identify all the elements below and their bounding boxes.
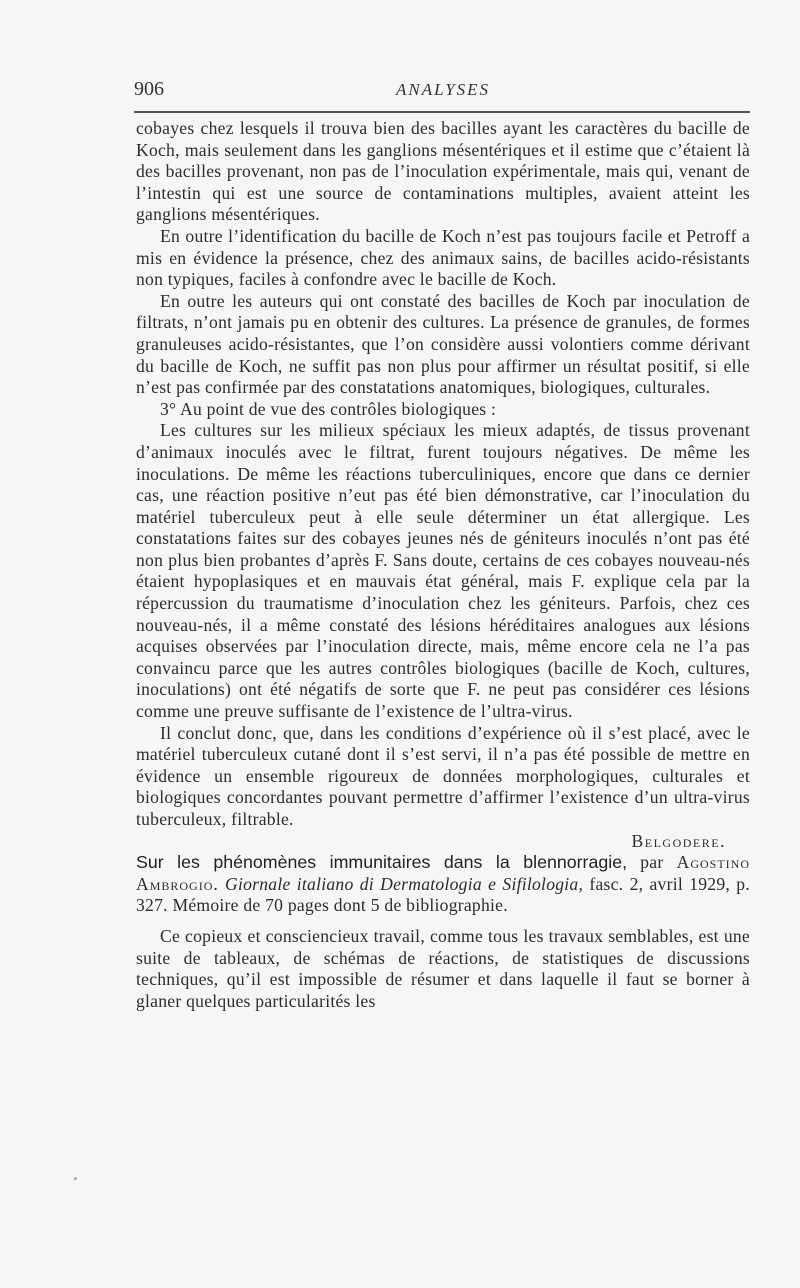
running-title: ANALYSES <box>395 80 491 99</box>
article-by: par <box>640 852 664 873</box>
paragraph: Les cultures sur les milieux spéciaux les mieux adaptés, de tissus provenant d’animaux inoculés avec le filtrat, furent toujours négatives. De même les inoculations. De même les réactions tuberculiniques, encore que dans ce dernier cas, une réaction positive n’eut pas été bien démonstrative, car l’inoculation du matériel tuberculeux peut à elle seule déterminer un état allergique. Les constatations faites sur des cobayes jeunes nés de géniteurs inoculés n’ont pas été non plus bien probantes d’après F. Sans doute, certains de ces cobayes nouveau-nés étaient hypoplasiques et en mauvais état général, mais F. explique cela par la répercussion du traumatisme d’inoculation chez les géniteurs. Parfois, chez ces nouveau-nés, il a même constaté des lésions héréditaires analogues aux lésions acquises observées par l’inoculation directe, mais, même encore cela ne l’a pas convaincu parce que les autres contrôles biologiques (bacille de Koch, cultures, inoculations) ont été négatifs de sorte que F. ne peut pas considérer ces lésions comme une preuve suffisante de l’existence de l’ultra-virus. <box>136 420 750 722</box>
article-author: Agostino Ambrogio. <box>136 852 750 894</box>
article-citation <box>136 852 750 917</box>
article-title: Sur les phénomènes immunitaires dans la blennorragie, <box>136 852 628 873</box>
header-rule <box>134 111 750 113</box>
margin-speck <box>74 1177 77 1180</box>
paragraph: En outre les auteurs qui ont constaté des bacilles de Koch par inoculation de filtrats, n’ont jamais pu en obtenir des cultures. La présence de granules, de formes granuleuses acido-résistantes, que l’on considère aussi volontiers comme dérivant du bacille de Koch, ne suffit pas non plus pour affirmer un résultat positif, si elle n’est pas confirmée par des constatations anatomiques, biologiques, culturales. <box>136 290 750 398</box>
page-number: 906 <box>134 78 164 100</box>
article-reference: fasc. 2, avril 1929, p. 327. Mémoire de 70 pages dont 5 de bibliographie. <box>136 873 750 916</box>
paragraph: Ce copieux et consciencieux travail, comme tous les travaux semblables, est une suite de tableaux, de schémas de réactions, de statistiques de discussions techniques, qu’il est impossible de résumer et dans laquelle il faut se borner à glaner quelques particularités les <box>136 925 750 1011</box>
author-signature: Belgodere. <box>631 830 726 851</box>
paragraph: Il conclut donc, que, dans les conditions d’expérience où il s’est placé, avec le matériel tuberculeux cutané dont il s’est servi, il n’a pas été possible de mettre en évidence un ensemble rigoureux de données morphologiques, culturales et biologiques concordantes pouvant permettre d’affirmer l’existence d’un ultra-virus tuberculeux, filtrable. <box>136 722 750 829</box>
section-heading: 3° Au point de vue des contrôles biologiques : <box>160 398 497 419</box>
paragraph: En outre l’identification du bacille de Koch n’est pas toujours facile et Petroff a mis en évidence la présence, chez des animaux sains, de bacilles acido-résistants non typiques, faciles à confondre avec le bacille de Koch. <box>136 225 750 290</box>
article-journal: Giornale italiano di Dermatologia e Sifilologia, <box>225 873 584 894</box>
page-header <box>134 78 752 108</box>
body-text <box>136 118 750 1012</box>
paragraph-continued: cobayes chez lesquels il trouva bien des bacilles ayant les caractères du bacille de Koch, mais seulement dans les ganglions mésentériques et il estime que c’étaient là des bacilles provenant, non pas de l’inoculation expérimentale, mais qui, venant de l’intestin qui est une source de contaminations multiples, avaient atteint les ganglions mésentériques. <box>136 118 750 225</box>
